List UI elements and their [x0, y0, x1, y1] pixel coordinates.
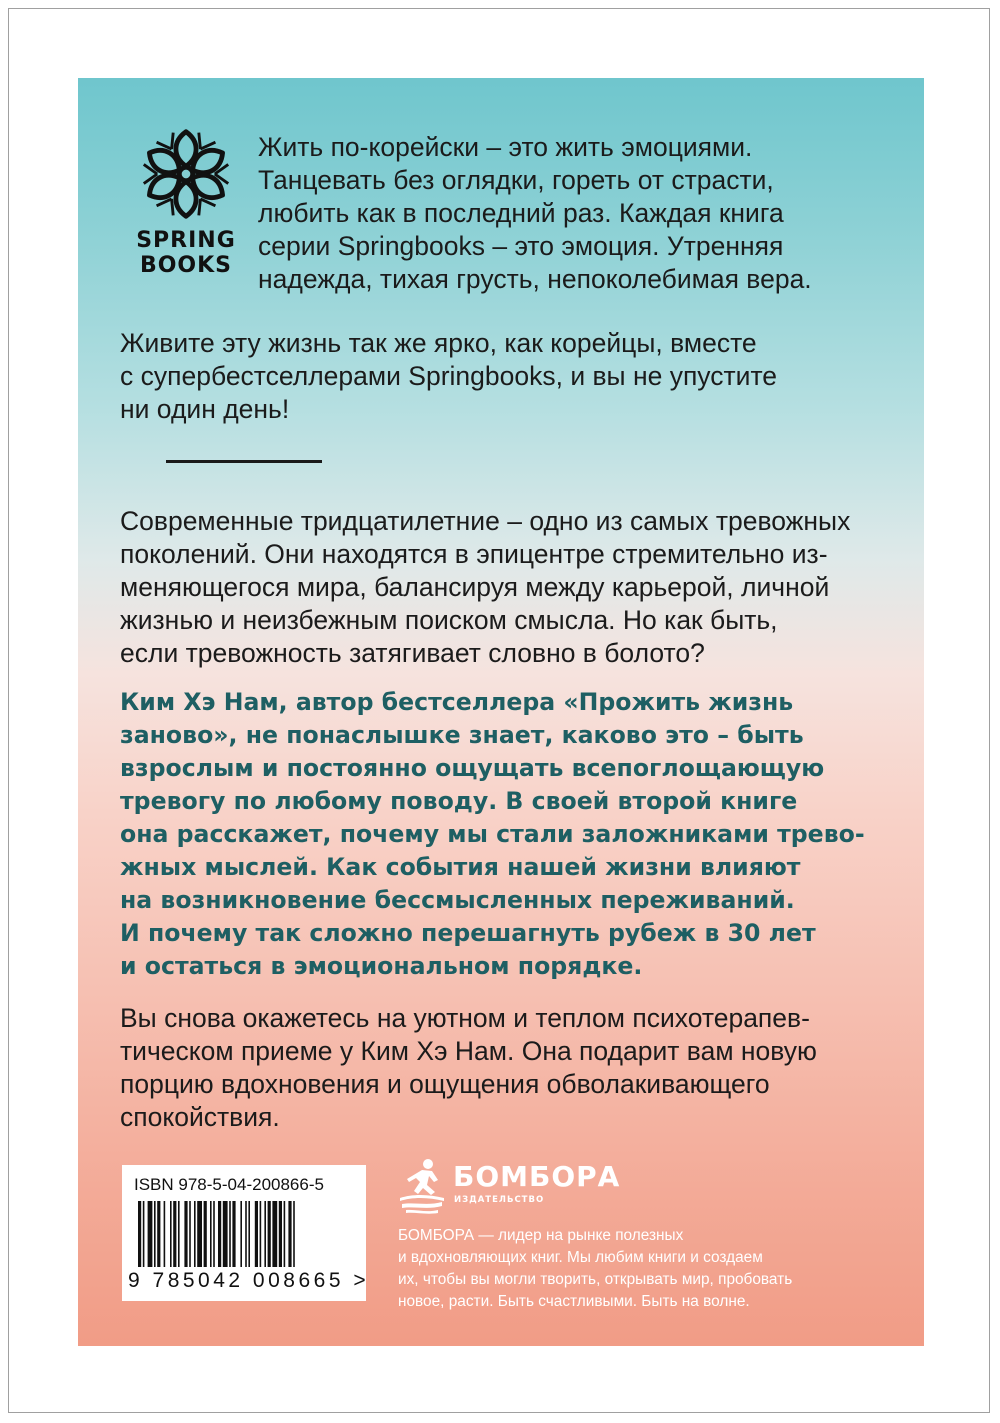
book-back-cover: [78, 78, 924, 1346]
paragraph-line: жных мыслей. Как события нашей жизни влияют: [120, 853, 801, 881]
publisher-description-line: и вдохновляющих книг. Мы любим книги и создаем: [398, 1249, 763, 1266]
isbn-label: ISBN 978-5-04-200866-5: [134, 1175, 324, 1194]
paragraph-line: заново», не понаслышке знает, каково это – быть: [120, 721, 804, 749]
paragraph-line: спокойствия.: [120, 1102, 280, 1132]
paragraph-line: Вы снова окажетесь на уютном и теплом психотерапев-: [120, 1003, 810, 1033]
intro-line: Танцевать без оглядки, гореть от страсти,: [258, 165, 774, 195]
paragraph-line: И почему так сложно перешагнуть рубеж в 30 лет: [120, 919, 816, 947]
intro-line: любить как в последний раз. Каждая книга: [258, 198, 784, 228]
isbn-barcode-block: [122, 1165, 370, 1301]
description-paragraph-3: [120, 1002, 817, 1134]
publisher-description: [398, 1225, 792, 1313]
publisher-description-line: их, чтобы вы могли творить, открывать мир, пробовать: [398, 1271, 793, 1288]
series-intro: [258, 131, 812, 296]
paragraph-line: взрослым и постоянно ощущать всепоглощающую: [120, 754, 825, 782]
intro-line: надежда, тихая грусть, непоколебимая вера.: [258, 264, 812, 294]
paragraph-line: Современные тридцатилетние – одно из самых тревожных: [120, 506, 851, 536]
intro-line: серии Springbooks – это эмоция. Утренняя: [258, 231, 784, 261]
paragraph-line: меняющегося мира, балансируя между карьерой, личной: [120, 572, 830, 602]
paragraph-line: Ким Хэ Нам, автор бестселлера «Прожить жизнь: [120, 688, 794, 716]
paragraph-line: на возникновение бессмысленных переживаний.: [120, 886, 795, 914]
paragraph-line: тическом приеме у Ким Хэ Нам. Она подарит вам новую: [120, 1036, 817, 1066]
publisher-description-line: БОМБОРА — лидер на рынке полезных: [398, 1227, 684, 1244]
flower-icon: [138, 126, 234, 222]
description-paragraph-highlight: [120, 686, 865, 983]
publisher-name: БОМБОРА: [453, 1160, 621, 1193]
surfer-icon: [398, 1158, 448, 1214]
description-paragraph-1: [120, 505, 850, 670]
slogan-line: ни один день!: [120, 394, 290, 424]
publisher-subtitle: ИЗДАТЕЛЬСТВО: [454, 1195, 545, 1205]
slogan-line: с супербестселлерами Springbooks, и вы не упустите: [120, 361, 778, 391]
bombora-logo: [398, 1158, 621, 1218]
isbn-digits: 9 785042 008665 >: [128, 1269, 370, 1292]
paragraph-line: жизнью и неизбежным поиском смысла. Но как быть,: [120, 605, 778, 635]
logo-word-books: BOOKS: [139, 253, 233, 278]
section-divider: [166, 460, 322, 463]
intro-line: Жить по-корейски – это жить эмоциями.: [258, 132, 753, 162]
paragraph-line: если тревожность затягивает словно в болото?: [120, 638, 705, 668]
slogan-line: Живите эту жизнь так же ярко, как корейцы, вместе: [120, 328, 757, 358]
publisher-description-line: новое, расти. Быть счастливыми. Быть на волне.: [398, 1293, 750, 1310]
paragraph-line: порцию вдохновения и ощущения обволакивающего: [120, 1069, 770, 1099]
barcode-icon: [136, 1201, 352, 1273]
paragraph-line: тревогу по любому поводу. В своей второй книге: [120, 787, 798, 815]
paragraph-line: и остаться в эмоциональном порядке.: [120, 952, 643, 980]
paragraph-line: она расскажет, почему мы стали заложниками трево-: [120, 820, 865, 848]
logo-word-spring: SPRING: [136, 228, 236, 253]
springbooks-logo: [126, 126, 246, 286]
paragraph-line: поколений. Они находятся в эпицентре стремительно из-: [120, 539, 828, 569]
series-slogan: [120, 327, 777, 426]
